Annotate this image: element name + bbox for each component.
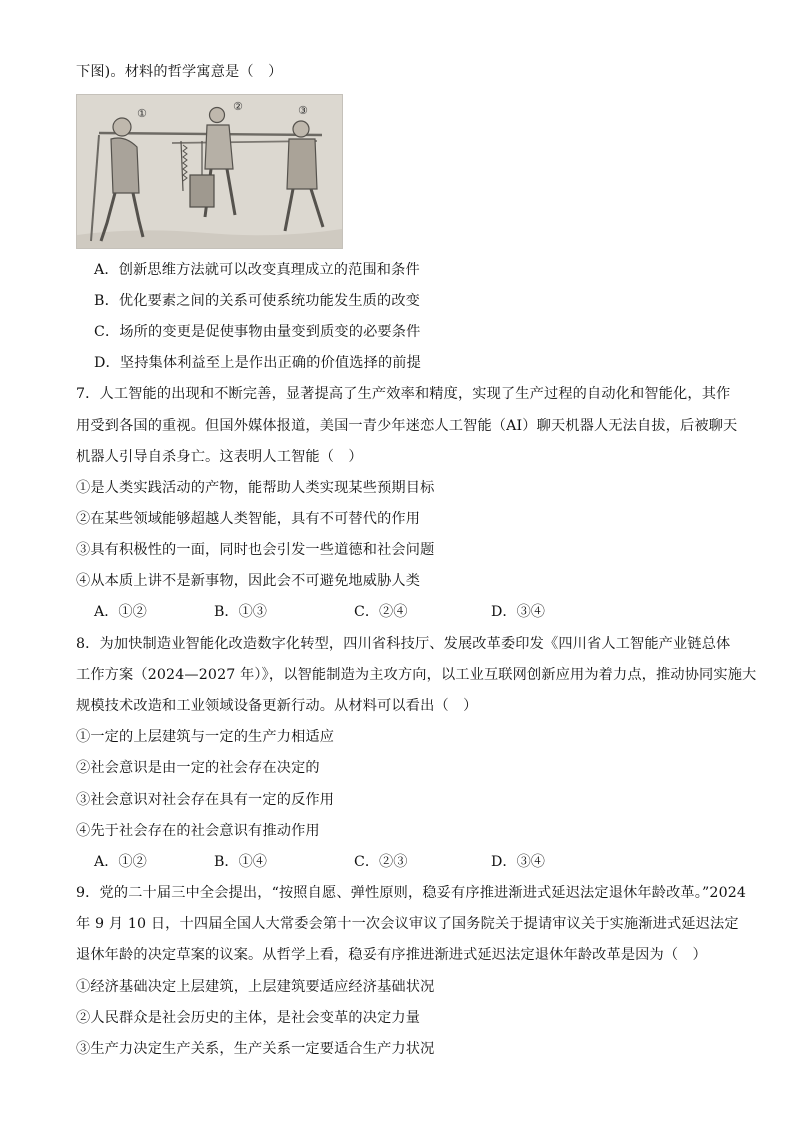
figure-label-1: ① <box>137 107 147 120</box>
q8-stem-line-1: 8．为加快制造业智能化改造数字化转型，四川省科技厅、发展改革委印发《四川省人工智能产业链总体 <box>76 636 731 652</box>
q8-choice-c: C．②③ <box>354 854 408 870</box>
q6-option-a: A．创新思维方法就可以改变真理成立的范围和条件 <box>94 262 420 278</box>
q6-option-c: C．场所的变更是促使事物由量变到质变的必要条件 <box>94 324 421 340</box>
q8-choice-a: A．①② <box>94 854 147 870</box>
q6-stem: 下图)。材料的哲学寓意是（ ） <box>76 64 283 80</box>
three-men-carrying-illustration <box>77 95 342 248</box>
q9-stem-line-2: 年 9 月 10 日，十四届全国人大常委会第十一次会议审议了国务院关于提请审议关于实施渐进式延迟法定 <box>76 916 739 932</box>
q8-choice-d: D．③④ <box>491 854 545 870</box>
figure-label-3: ③ <box>298 104 308 117</box>
q7-choice-b: B．①③ <box>214 604 267 620</box>
q6-option-b: B．优化要素之间的关系可使系统功能发生质的改变 <box>94 293 421 309</box>
q8-statement-1: ①一定的上层建筑与一定的生产力相适应 <box>76 729 335 745</box>
q8-statement-4: ④先于社会存在的社会意识有推动作用 <box>76 823 320 839</box>
q7-statement-1: ①是人类实践活动的产物，能帮助人类实现某些预期目标 <box>76 480 435 496</box>
q6-option-d: D．坚持集体利益至上是作出正确的价值选择的前提 <box>94 355 421 371</box>
q7-statement-4: ④从本质上讲不是新事物，因此会不可避免地威胁人类 <box>76 573 421 589</box>
q7-statement-3: ③具有积极性的一面，同时也会引发一些道德和社会问题 <box>76 542 435 558</box>
figure-label-2: ② <box>233 100 243 113</box>
q6-illustration <box>76 94 343 249</box>
q7-stem-line-1: 7．人工智能的出现和不断完善，显著提高了生产效率和精度，实现了生产过程的自动化和智能化，其作 <box>76 386 731 402</box>
q7-choice-c: C．②④ <box>354 604 408 620</box>
q9-stem-line-3: 退休年龄的决定草案的议案。从哲学上看，稳妥有序推进渐进式延迟法定退休年龄改革是因为（ ） <box>76 947 707 963</box>
q8-stem-line-3: 规模技术改造和工业领域设备更新行动。从材料可以看出（ ） <box>76 698 478 714</box>
q9-statement-3: ③生产力决定生产关系，生产关系一定要适合生产力状况 <box>76 1041 435 1057</box>
q8-stem-line-2: 工作方案（2024—2027 年）》，以智能制造为主攻方向，以工业互联网创新应用为着力点，推动协同实施大 <box>76 667 757 683</box>
q8-choice-b: B．①④ <box>214 854 267 870</box>
q8-statement-3: ③社会意识对社会存在具有一定的反作用 <box>76 792 335 808</box>
q7-choices <box>94 602 654 622</box>
q8-choices <box>94 852 654 872</box>
q9-stem-line-1: 9．党的二十届三中全会提出，“按照自愿、弹性原则，稳妥有序推进渐进式延迟法定退休年龄改革。”2024 <box>76 885 747 901</box>
q9-statement-2: ②人民群众是社会历史的主体，是社会变革的决定力量 <box>76 1010 421 1026</box>
q9-statement-1: ①经济基础决定上层建筑，上层建筑要适应经济基础状况 <box>76 979 435 995</box>
q7-stem-line-2: 用受到各国的重视。但国外媒体报道，美国一青少年迷恋人工智能（AI）聊天机器人无法自拔，后被聊天 <box>76 418 738 434</box>
q7-statement-2: ②在某些领域能够超越人类智能，具有不可替代的作用 <box>76 511 421 527</box>
q7-choice-d: D．③④ <box>491 604 545 620</box>
q7-stem-line-3: 机器人引导自杀身亡。这表明人工智能（ ） <box>76 449 363 465</box>
q7-choice-a: A．①② <box>94 604 147 620</box>
q8-statement-2: ②社会意识是由一定的社会存在决定的 <box>76 760 320 776</box>
